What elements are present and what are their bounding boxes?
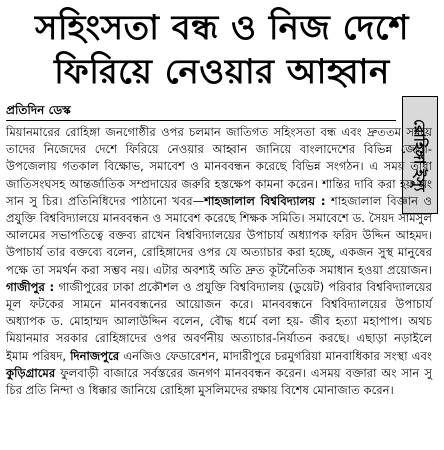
article-para-2: শাহজালাল বিজ্ঞান ও প্রযুক্তি বিশ্ববিদ্যালয়ে মানববন্ধন ও সমাবেশ করেছে শিক্ষক সমিতি। সমাবেশে ড. সৈয়দ সামসুল আলমের সভাপতিত্বে বক্তব্য রাখেন বিশ্ববিদ্যালয়ের উপাচার্য অধ্যাপক ফরিদ উদ্দিন আহমদ। উপাচার্য তার বক্তব্যে বলেন, রোহিঙ্গাদের ওপর যে অত্যাচার করা হচ্ছে, একজন সুস্থ মানুষের পক্ষে তা সমর্থন করা সম্ভব নয়। এটার অবশ্যই অতি দ্রুত কূটনৈতিক সমাধান হওয়া প্রয়োজন। (6, 193, 432, 277)
headline-line-2: ফিরিয়ে নেওয়ার আহ্বান (54, 52, 390, 92)
headline-line-1: সহিংসতা বন্ধ ও নিজ দেশে (34, 8, 410, 48)
article-para-5: ফুলবাড়ী বাজারে সর্বস্তরের জনগণ মানববন্ধন করেন। এসময় বক্তারা অং সান সু চির প্রতি নিন্দা ও ধিক্কার জানিয়ে রোহিঙ্গা মুসলিমদের রক্ষায় বিশেষ মোনাজাত করেন। (6, 365, 432, 398)
article-para-4: এনজিও ফেডারেশন, মাদারীপুরে চরমুগরিয়া মানবাধিকার সংস্থা এবং (119, 348, 433, 363)
location-kurigram: কুড়িগ্রামের (6, 365, 56, 380)
article-para-3: গাজীপুরের ঢাকা প্রকৌশল ও প্রযুক্তি বিশ্ববিদ্যালয় (ডুয়েট) পরিবার বিশ্ববিদ্যালয়ের মূল ফটকের সামনে মানববন্ধনের আয়োজন করে। মানববন্ধনে বিশ্ববিদ্যালয়ের উপাচার্য অধ্যাপক ড. মোহাম্মদ আলাউদ্দিন বলেন, বৌদ্ধ ধর্মে বলা হয়- জীব হত্যা মহাপাপ। অথচ মিয়ানমার সরকার রোহিঙ্গাদের ওপর অবর্ণনীয় অত্যাচার-নির্যাতন করছে। এছাড়া নড়াইলে ইমাম পরিষদ, (6, 279, 432, 363)
location-dinajpur: দিনাজপুরে (70, 348, 120, 363)
article-text (6, 124, 432, 399)
section-tag-label: রোহিঙ্গা ইস্যু (410, 118, 429, 192)
article-intro: মিয়ানমারের রোহিঙ্গা জনগোষ্ঠীর ওপর চলমান জাতিগত সহিংসতা বন্ধ এবং দ্রুততম সময়ে তাদের নিজেদের দেশে ফিরিয়ে নেওয়ার আহ্বান জানিয়ে বাংলাদেশের বিভিন্ন জেলা-উপজেলায় গতকাল বিক্ষোভ, সমাবেশ ও মানববন্ধন করেছে বিভিন্ন সংগঠন। এ সময় তারা জাতিসংঘসহ আন্তর্জাতিক সম্প্রদায়ের জরুরি হস্তক্ষেপ কামনা করেন। শান্তির দাবি করা হয় অং সান সু চির। প্রতিনিধিদের পাঠানো খবর— (6, 125, 432, 208)
article-body (6, 124, 432, 399)
byline: প্রতিদিন ডেস্ক (6, 103, 71, 117)
location-shahjalal: শাহজালাল বিশ্ববিদ্যালয় : (204, 193, 326, 208)
location-gazipur: গাজীপুর : (6, 279, 55, 294)
headline (0, 6, 444, 94)
byline-divider (6, 120, 396, 121)
